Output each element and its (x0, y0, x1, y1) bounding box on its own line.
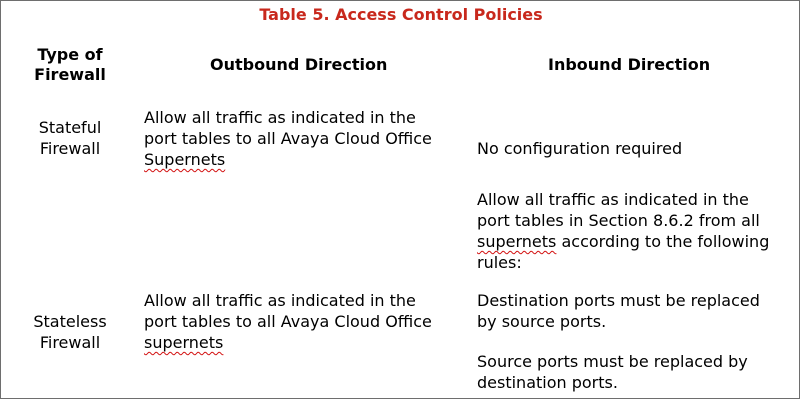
outbound-line (144, 149, 432, 170)
header-type-line1: Type of (37, 45, 103, 64)
spellcheck-word: supernets (144, 333, 224, 352)
row-stateless-inbound-rules-intro (477, 189, 769, 273)
row-stateful-type-line1: Stateful (38, 118, 102, 137)
row-stateful-type-line2: Firewall (39, 139, 101, 158)
header-inbound: Inbound Direction (548, 55, 711, 74)
row-stateless-inbound-rule-1 (477, 290, 760, 332)
inbound-line: Source ports must be replaced by (477, 352, 748, 371)
row-stateless-type-line2: Firewall (39, 333, 101, 352)
header-type-line2: Firewall (34, 65, 106, 84)
outbound-line: port tables to all Avaya Cloud Office (144, 129, 432, 148)
inbound-line: by source ports. (477, 312, 607, 331)
inbound-line: Destination ports must be replaced (477, 291, 760, 310)
spellcheck-word: supernets (477, 232, 557, 251)
outbound-line: Allow all traffic as indicated in the (144, 291, 416, 310)
inbound-line (477, 231, 769, 252)
row-stateful-inbound: No configuration required (477, 139, 683, 158)
header-type-of-firewall (20, 45, 120, 85)
outbound-line: port tables to all Avaya Cloud Office (144, 312, 432, 331)
spellcheck-word: Supernets (144, 150, 226, 169)
inbound-line-rest: according to the following (556, 232, 770, 251)
inbound-line: rules: (477, 253, 522, 272)
row-stateless-inbound-rule-2 (477, 351, 748, 393)
row-stateful-type (20, 117, 120, 159)
row-stateless-type (20, 311, 120, 353)
row-stateless-outbound (144, 290, 432, 353)
outbound-line: Allow all traffic as indicated in the (144, 108, 416, 127)
inbound-line: destination ports. (477, 373, 618, 392)
outbound-line (144, 332, 432, 353)
table-caption: Table 5. Access Control Policies (259, 5, 543, 24)
inbound-line: Allow all traffic as indicated in the (477, 190, 749, 209)
header-outbound: Outbound Direction (210, 55, 388, 74)
row-stateful-outbound (144, 107, 432, 170)
row-stateless-type-line1: Stateless (33, 312, 107, 331)
inbound-line: port tables in Section 8.6.2 from all (477, 211, 760, 230)
